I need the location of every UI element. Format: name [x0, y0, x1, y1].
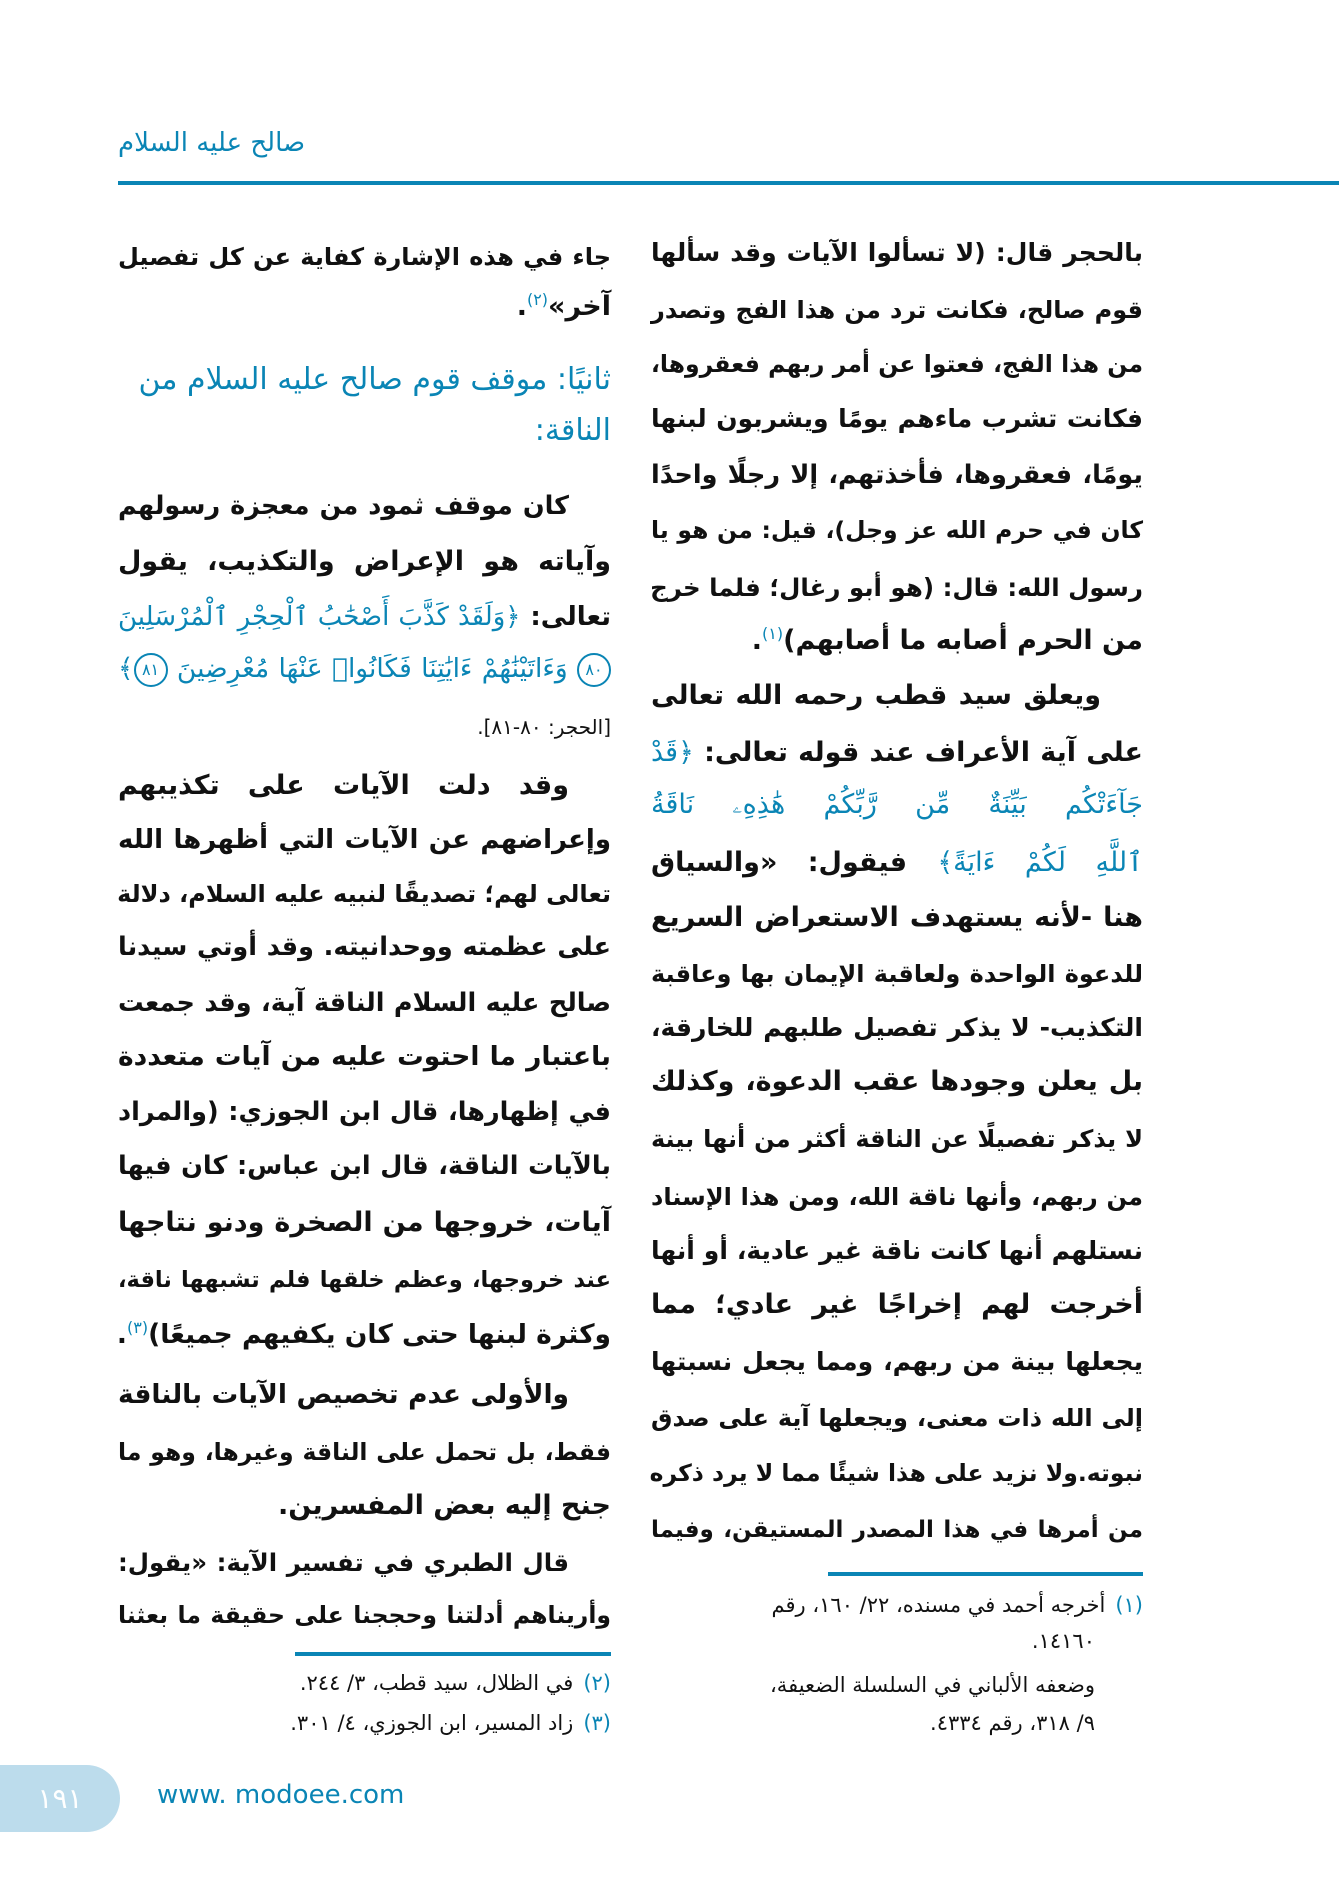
- footnote-text: ١٤١٦٠.: [1031, 1629, 1095, 1653]
- text-line: [651, 339, 1143, 389]
- text-line: [651, 1448, 1143, 1498]
- section-heading-line: [118, 355, 611, 405]
- text-line: [651, 1114, 1143, 1164]
- text-line: [651, 838, 1143, 888]
- quran-verse-text: ٱللَّهِ لَكُمْ ءَايَةً﴾: [937, 847, 1143, 878]
- text-segment: عند خروجها، وعظم خلقها فلم تشبهها ناقة،: [118, 1267, 611, 1293]
- header-rule: [118, 181, 1339, 185]
- text-line: [118, 1255, 611, 1305]
- text-line: [118, 702, 611, 752]
- text-line: [118, 1590, 611, 1640]
- text-segment: وكثرة لبنها حتى كان يكفيهم جميعًا): [148, 1319, 611, 1350]
- text-segment: على عظمته ووحدانيته. وقد أوتي سيدنا: [118, 932, 611, 962]
- ayah-number-marker: ٨١: [134, 653, 168, 687]
- footnote-text: زاد المسير، ابن الجوزي، ٤/ ٣٠١.: [290, 1711, 574, 1735]
- footnote-rule-left: [295, 1652, 611, 1656]
- text-segment: من أمرها في هذا المصدر المستيقن، وفيما: [651, 1517, 1143, 1543]
- text-line: [118, 1032, 611, 1082]
- text-segment: الناقة:: [534, 413, 611, 448]
- quran-verse-text: ﴾: [118, 653, 134, 684]
- footnote-rule-right: [828, 1572, 1143, 1576]
- text-segment: من ربهم، وأنها ناقة الله، ومن هذا الإسناد: [651, 1183, 1143, 1211]
- text-line: [118, 537, 611, 587]
- text-segment: فكانت تشرب ماءهم يومًا ويشربون لبنها: [651, 404, 1143, 433]
- text-line: [118, 1481, 611, 1531]
- text-segment: نبوته.ولا نزيد على هذا شيئًا مما لا يرد ذكره: [649, 1459, 1143, 1487]
- text-line: [118, 481, 611, 531]
- text-segment: هنا -لأنه يستهدف الاستعراض السريع: [651, 902, 1143, 933]
- text-line: [651, 1393, 1143, 1443]
- text-segment: ويعلق سيد قطب رحمه الله تعالى: [651, 680, 1101, 711]
- text-segment: التكذيب- لا يذكر تفصيل طلبهم للخارقة،: [651, 1013, 1143, 1042]
- footnote: [300, 1666, 611, 1700]
- text-line: [651, 671, 1143, 721]
- footnote: [1032, 1624, 1143, 1658]
- text-segment: من الحرم أصابه ما أصابهم): [783, 625, 1143, 656]
- text-line: [651, 616, 1143, 666]
- footnote-text: ٩/ ٣١٨، رقم ٤٣٣٤.: [930, 1711, 1095, 1735]
- footnote-ref[interactable]: (٢): [526, 290, 549, 309]
- text-segment: قال الطبري في تفسير الآية: «يقول:: [118, 1548, 569, 1577]
- text-segment: في إظهارها، قال ابن الجوزي: (والمراد: [118, 1097, 611, 1127]
- text-line: [118, 1538, 611, 1588]
- text-line: [651, 563, 1143, 613]
- text-segment: كان في حرم الله عز وجل)، قيل: من هو يا: [651, 516, 1143, 544]
- text-line: [651, 1337, 1143, 1387]
- footnote-number: (٣): [583, 1711, 611, 1735]
- text-line: [118, 1427, 611, 1477]
- footnote: [772, 1588, 1143, 1622]
- footnote-ref[interactable]: (٣): [126, 1318, 149, 1338]
- text-segment: .: [516, 291, 527, 322]
- text-line: [651, 1226, 1143, 1276]
- text-line: [651, 780, 1143, 830]
- text-line: [118, 922, 611, 972]
- text-line: [651, 1280, 1143, 1330]
- text-segment: يجعلها بينة من ربهم، ومما يجعل نسبتها: [651, 1347, 1143, 1376]
- text-segment: أخرجت لهم إخراجًا غير عادي؛ مما: [651, 1289, 1143, 1320]
- text-segment: فيقول: «والسياق: [651, 847, 938, 878]
- text-line: [651, 228, 1143, 278]
- text-segment: .: [751, 625, 763, 656]
- text-segment: [الحجر: ٨٠-٨١].: [477, 715, 611, 739]
- text-segment: صالح عليه السلام الناقة آية، وقد جمعت: [118, 988, 611, 1018]
- text-segment: بل يعلن وجودها عقب الدعوة، وكذلك: [651, 1066, 1143, 1097]
- footnote-text: أخرجه أحمد في مسنده، ٢٢/ ١٦٠، رقم: [771, 1593, 1106, 1617]
- text-segment: وإعراضهم عن الآيات التي أظهرها الله: [118, 825, 611, 855]
- footnote: [290, 1706, 611, 1740]
- text-line: [651, 505, 1143, 555]
- text-segment: آيات، خروجها من الصخرة ودنو نتاجها: [118, 1207, 611, 1238]
- text-line: [118, 1141, 611, 1191]
- footnote-number: (٢): [583, 1671, 611, 1695]
- quran-verse-text: جَآءَتْكُم بَيِّنَةٌ مِّن رَّبِّكُمْ هَٰذِهِۦ نَاقَةُ: [651, 789, 1143, 820]
- text-segment: كان موقف ثمود من معجزة رسولهم: [118, 491, 569, 521]
- text-segment: والأولى عدم تخصيص الآيات بالناقة: [118, 1379, 569, 1410]
- text-segment: وأريناهم أدلتنا وحججنا على حقيقة ما بعثنا: [118, 1601, 611, 1629]
- text-line: [651, 1505, 1143, 1555]
- text-line: [651, 285, 1143, 335]
- footnote: [770, 1668, 1143, 1702]
- quran-verse-text: وَءَاتَيْنَٰهُمْ ءَايَٰتِنَا فَكَانُوا۟ عَنْهَا مُعْرِضِينَ: [167, 653, 577, 684]
- text-line: [118, 232, 611, 282]
- text-segment: جنح إليه بعض المفسرين.: [277, 1490, 611, 1521]
- text-segment: رسول الله: قال: (هو أبو رغال؛ فلما خرج: [650, 573, 1143, 602]
- text-line: [651, 1172, 1143, 1222]
- footnote-text: في الظلال، سيد قطب، ٣/ ٢٤٤.: [299, 1671, 574, 1695]
- text-line: [118, 592, 611, 642]
- text-line: [651, 1003, 1143, 1053]
- text-segment: بالآيات الناقة، قال ابن عباس: كان فيها: [118, 1151, 611, 1181]
- section-heading-line: [118, 406, 611, 456]
- text-segment: للدعوة الواحدة ولعاقبة الإيمان بها وعاقبة: [651, 960, 1143, 988]
- text-line: [118, 1310, 611, 1360]
- text-segment: باعتبار ما احتوت عليه من آيات متعددة: [118, 1041, 611, 1072]
- text-line: [118, 869, 611, 919]
- text-segment: لا يذكر تفصيلًا عن الناقة أكثر من أنها بينة: [651, 1125, 1143, 1153]
- running-header-title: صالح عليه السلام: [118, 128, 306, 158]
- website-url[interactable]: www. modoee.com: [157, 1780, 405, 1810]
- text-line: [118, 644, 611, 694]
- text-segment: يومًا، فعقروها، فأخذتهم، إلا رجلًا واحدًا: [651, 460, 1143, 490]
- ayah-number-marker: ٨٠: [577, 653, 611, 687]
- text-line: [651, 893, 1143, 943]
- text-segment: تعالى لهم؛ تصديقًا لنبيه عليه السلام، دلالة: [117, 880, 611, 908]
- text-line: [118, 761, 611, 811]
- page-number: ١٩١: [0, 1765, 120, 1832]
- text-line: [651, 1057, 1143, 1107]
- text-segment: قوم صالح، فكانت ترد من هذا الفج وتصدر: [651, 296, 1143, 324]
- text-segment: ثانيًا: موقف قوم صالح عليه السلام من: [138, 362, 611, 397]
- text-line: [118, 815, 611, 865]
- text-line: [651, 728, 1143, 778]
- text-segment: .: [116, 1319, 127, 1350]
- text-segment: تعالى:: [520, 602, 611, 632]
- text-segment: بالحجر قال: (لا تسألوا الآيات وقد سألها: [651, 238, 1143, 267]
- text-line: [118, 1087, 611, 1137]
- text-line: [651, 949, 1143, 999]
- footnote-text: وضعفه الألباني في السلسلة الضعيفة،: [770, 1673, 1095, 1697]
- text-line: [118, 1370, 611, 1420]
- text-segment: وقد دلت الآيات على تكذيبهم: [118, 770, 569, 801]
- quran-verse-text: ﴿وَلَقَدْ كَذَّبَ أَصْحَٰبُ ٱلْحِجْرِ ٱلْمُرْسَلِينَ: [118, 602, 521, 632]
- text-line: [118, 282, 611, 332]
- footnote-number: (١): [1115, 1593, 1143, 1617]
- footnote: [930, 1706, 1143, 1740]
- text-segment: فقط، بل تحمل على الناقة وغيرها، وهو ما: [118, 1438, 611, 1466]
- text-segment: وآياته هو الإعراض والتكذيب، يقول: [118, 546, 611, 577]
- text-line: [118, 1198, 611, 1248]
- text-line: [651, 394, 1143, 444]
- quran-verse-text: ﴿قَدْ: [651, 737, 694, 768]
- text-line: [118, 978, 611, 1028]
- text-segment: نستلهم أنها كانت ناقة غير عادية، أو أنها: [651, 1236, 1143, 1265]
- text-line: [651, 450, 1143, 500]
- text-segment: من هذا الفج، فعتوا عن أمر ربهم فعقروها،: [651, 350, 1143, 378]
- text-segment: آخر»: [548, 291, 611, 322]
- text-segment: جاء في هذه الإشارة كفاية عن كل تفصيل: [118, 243, 611, 271]
- text-segment: إلى الله ذات معنى، ويجعلها آية على صدق: [651, 1404, 1143, 1432]
- footnote-ref[interactable]: (١): [762, 624, 784, 643]
- text-segment: على آية الأعراف عند قوله تعالى:: [693, 737, 1143, 768]
